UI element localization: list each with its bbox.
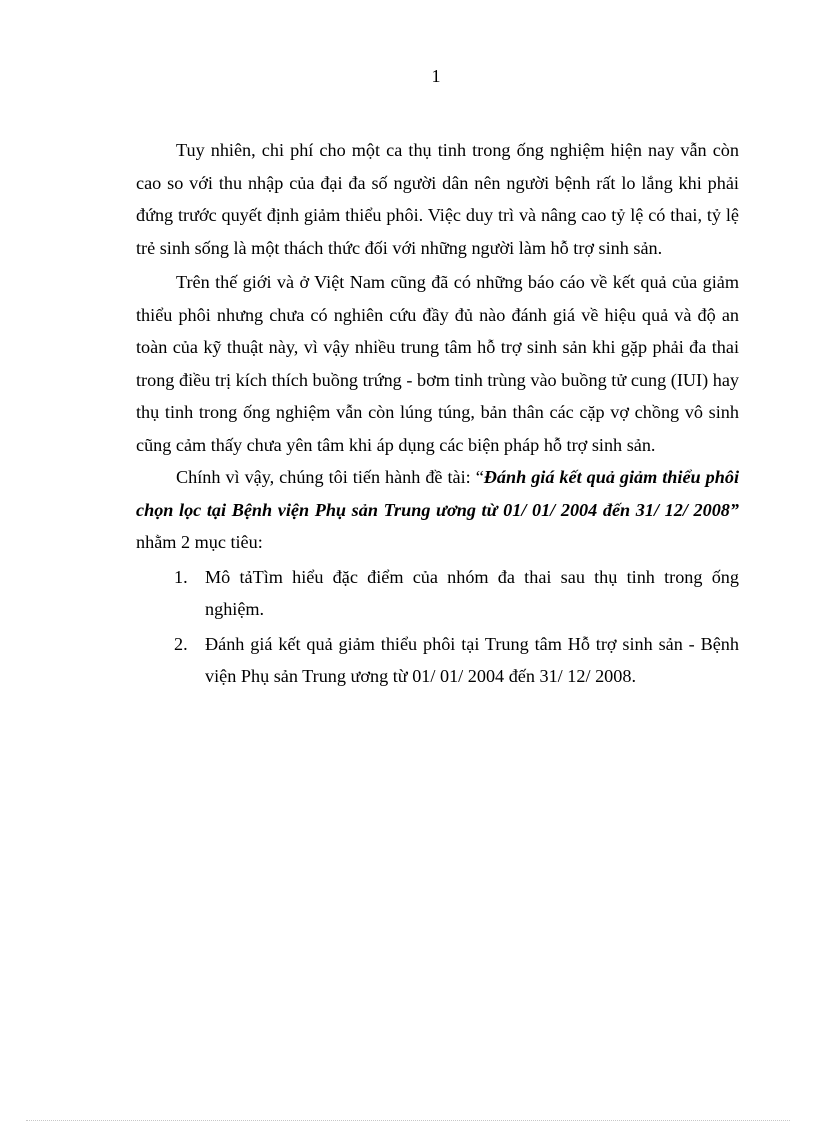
- page-footer-divider: [26, 1120, 790, 1121]
- objectives-list: [136, 561, 739, 693]
- page-number: 1: [431, 66, 441, 86]
- document-body: [136, 134, 739, 695]
- list-item-text: Đánh giá kết quả giảm thiểu phôi tại Trung tâm Hỗ trợ sinh sản - Bệnh viện Phụ sản Trung ương từ 01/ 01/ 2004 đến 31/ 12/ 2008.: [205, 633, 739, 686]
- list-item: [136, 628, 739, 693]
- intro-lead: Chính vì vậy, chúng tôi tiến hành đề tài: “: [176, 467, 484, 487]
- list-item-text: Mô tảTìm hiểu đặc điểm của nhóm đa thai sau thụ tinh trong ống nghiệm.: [205, 566, 739, 619]
- list-item-number: 2.: [174, 633, 188, 654]
- paragraph-cost: Tuy nhiên, chi phí cho một ca thụ tinh trong ống nghiệm hiện nay vẫn còn cao so với thu nhập của đại đa số người dân nên người bệnh rất lo lắng khi phải đứng trước quyết định giảm thiểu phôi. Việc duy trì và nâng cao tỷ lệ có thai, tỷ lệ trẻ sinh sống là một thách thức đối với những người làm hỗ trợ sinh sản.: [136, 140, 739, 258]
- list-item-number: 1.: [174, 566, 188, 587]
- list-item: [136, 561, 739, 626]
- intro-tail: nhằm 2 mục tiêu:: [136, 532, 263, 552]
- paragraph-intro: [136, 461, 739, 559]
- paragraph-background: Trên thế giới và ở Việt Nam cũng đã có những báo cáo về kết quả của giảm thiểu phôi nhưng chưa có nghiên cứu đầy đủ nào đánh giá về hiệu quả và độ an toàn của kỹ thuật này, vì vậy nhiều trung tâm hỗ trợ sinh sản khi gặp phải đa thai trong điều trị kích thích buồng trứng - bơm tinh trùng vào buồng tử cung (IUI) hay thụ tinh trong ống nghiệm vẫn còn lúng túng, bản thân các cặp vợ chồng vô sinh cũng cảm thấy chưa yên tâm khi áp dụng các biện pháp hỗ trợ sinh sản.: [136, 272, 739, 455]
- study-title: Đánh giá kết quả giảm thiểu phôi chọn lọc tại Bệnh viện Phụ sản Trung ương từ 01/ 01/ 2004 đến 31/ 12/ 2008”: [136, 467, 739, 520]
